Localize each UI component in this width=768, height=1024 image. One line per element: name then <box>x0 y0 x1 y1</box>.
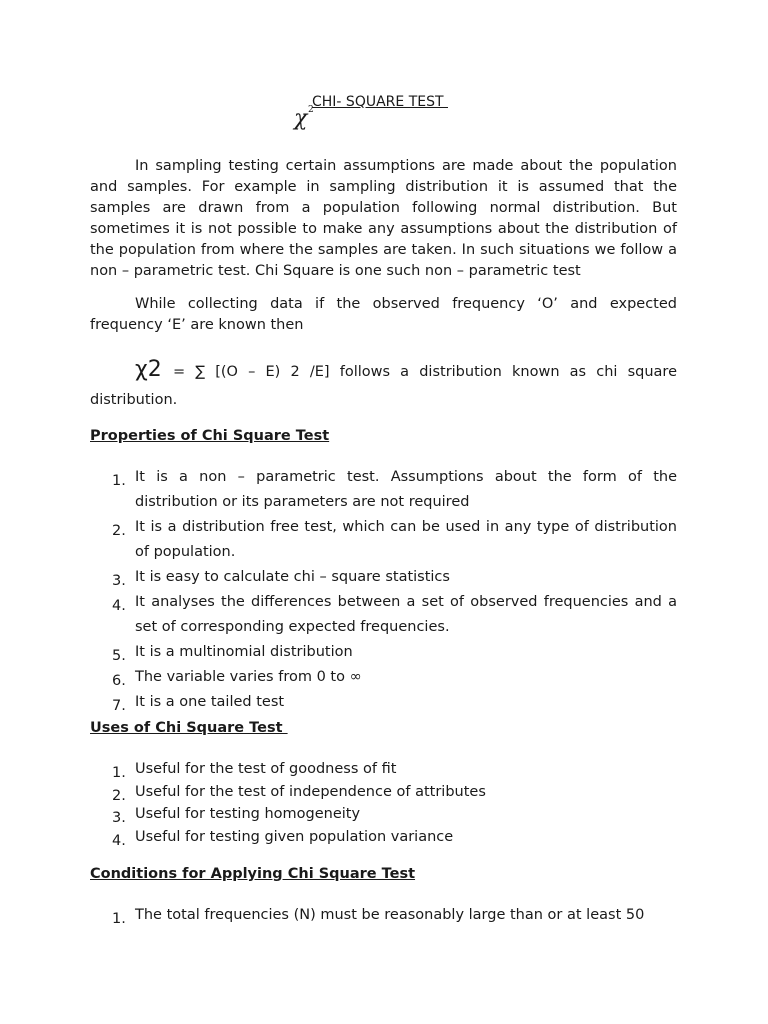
list-item-text: Useful for testing given population variance <box>135 828 454 845</box>
list-number: 1. <box>112 473 126 489</box>
chi-exponent: 2 <box>308 105 314 115</box>
intro-paragraph <box>90 156 677 282</box>
document-title <box>294 92 494 136</box>
list-item-text: Useful for testing homogeneity <box>135 806 361 822</box>
list-number: 4. <box>112 832 126 849</box>
list-item-text: It is a multinomial distribution <box>135 644 353 660</box>
list-number: 3. <box>112 810 126 826</box>
formula-symbol: χ2 <box>135 357 162 382</box>
list-number: 7. <box>112 698 126 714</box>
uses-list <box>90 758 677 848</box>
intro-paragraph-text: In sampling testing certain assumptions are made about the population and samples. For example in sampling distribution it is assumed that the samples are drawn from a population following normal distribution. But sometimes it is not possible to make any assumptions about the distribution of the population from where the samples are taken. In such situations we follow a non – parametric test. Chi Square is one such non – parametric test <box>90 158 677 279</box>
list-item <box>90 903 677 928</box>
list-item <box>90 758 677 781</box>
list-number: 6. <box>112 673 126 689</box>
list-number: 4. <box>112 598 126 614</box>
list-item <box>90 565 677 590</box>
section-heading-uses: Uses of Chi Square Test <box>90 720 288 736</box>
section-heading-properties: Properties of Chi Square Test <box>90 428 330 444</box>
list-item <box>90 690 677 715</box>
list-number: 5. <box>112 648 126 664</box>
list-item-text: It is a one tailed test <box>135 694 285 710</box>
list-item-text: Useful for the test of goodness of fit <box>135 761 397 777</box>
list-number: 1. <box>112 911 126 927</box>
chi-symbol: χ <box>294 106 308 131</box>
list-item <box>90 781 677 804</box>
title-text: CHI- SQUARE TEST <box>312 94 448 110</box>
list-item-text: The variable varies from 0 to ∞ <box>135 669 362 685</box>
list-item <box>90 515 677 565</box>
list-item-text: The total frequencies (N) must be reasonably large than or at least 50 <box>135 907 645 923</box>
formula-expression: = ∑ [(O – E) 2 /E] follows a distribution known as chi square <box>173 364 677 380</box>
list-number: 2. <box>112 787 126 804</box>
list-number: 3. <box>112 573 126 589</box>
list-item-text: It is a distribution free test, which can be used in any type of distribution of population. <box>135 519 677 560</box>
conditions-list <box>90 903 677 928</box>
list-number: 2. <box>112 523 126 539</box>
list-item-text: It analyses the differences between a set of observed frequencies and a set of corresponding expected frequencies. <box>135 594 677 635</box>
chi-square-formula <box>90 352 677 410</box>
list-item <box>90 803 677 826</box>
list-item <box>90 665 677 690</box>
list-item-text: Useful for the test of independence of attributes <box>135 783 486 800</box>
list-number: 1. <box>112 765 126 781</box>
list-item <box>90 590 677 640</box>
list-item-text: It is a non – parametric test. Assumptions about the form of the distribution or its parameters are not required <box>135 469 677 510</box>
properties-list <box>90 465 677 715</box>
frequency-paragraph <box>90 294 677 336</box>
frequency-paragraph-text: While collecting data if the observed frequency ‘O’ and expected frequency ‘E’ are known then <box>90 296 677 333</box>
section-heading-conditions: Conditions for Applying Chi Square Test <box>90 866 416 882</box>
list-item <box>90 826 677 849</box>
formula-continuation: distribution. <box>90 392 178 408</box>
list-item-text: It is easy to calculate chi – square statistics <box>135 569 450 585</box>
list-item <box>90 640 677 665</box>
list-item <box>90 465 677 515</box>
